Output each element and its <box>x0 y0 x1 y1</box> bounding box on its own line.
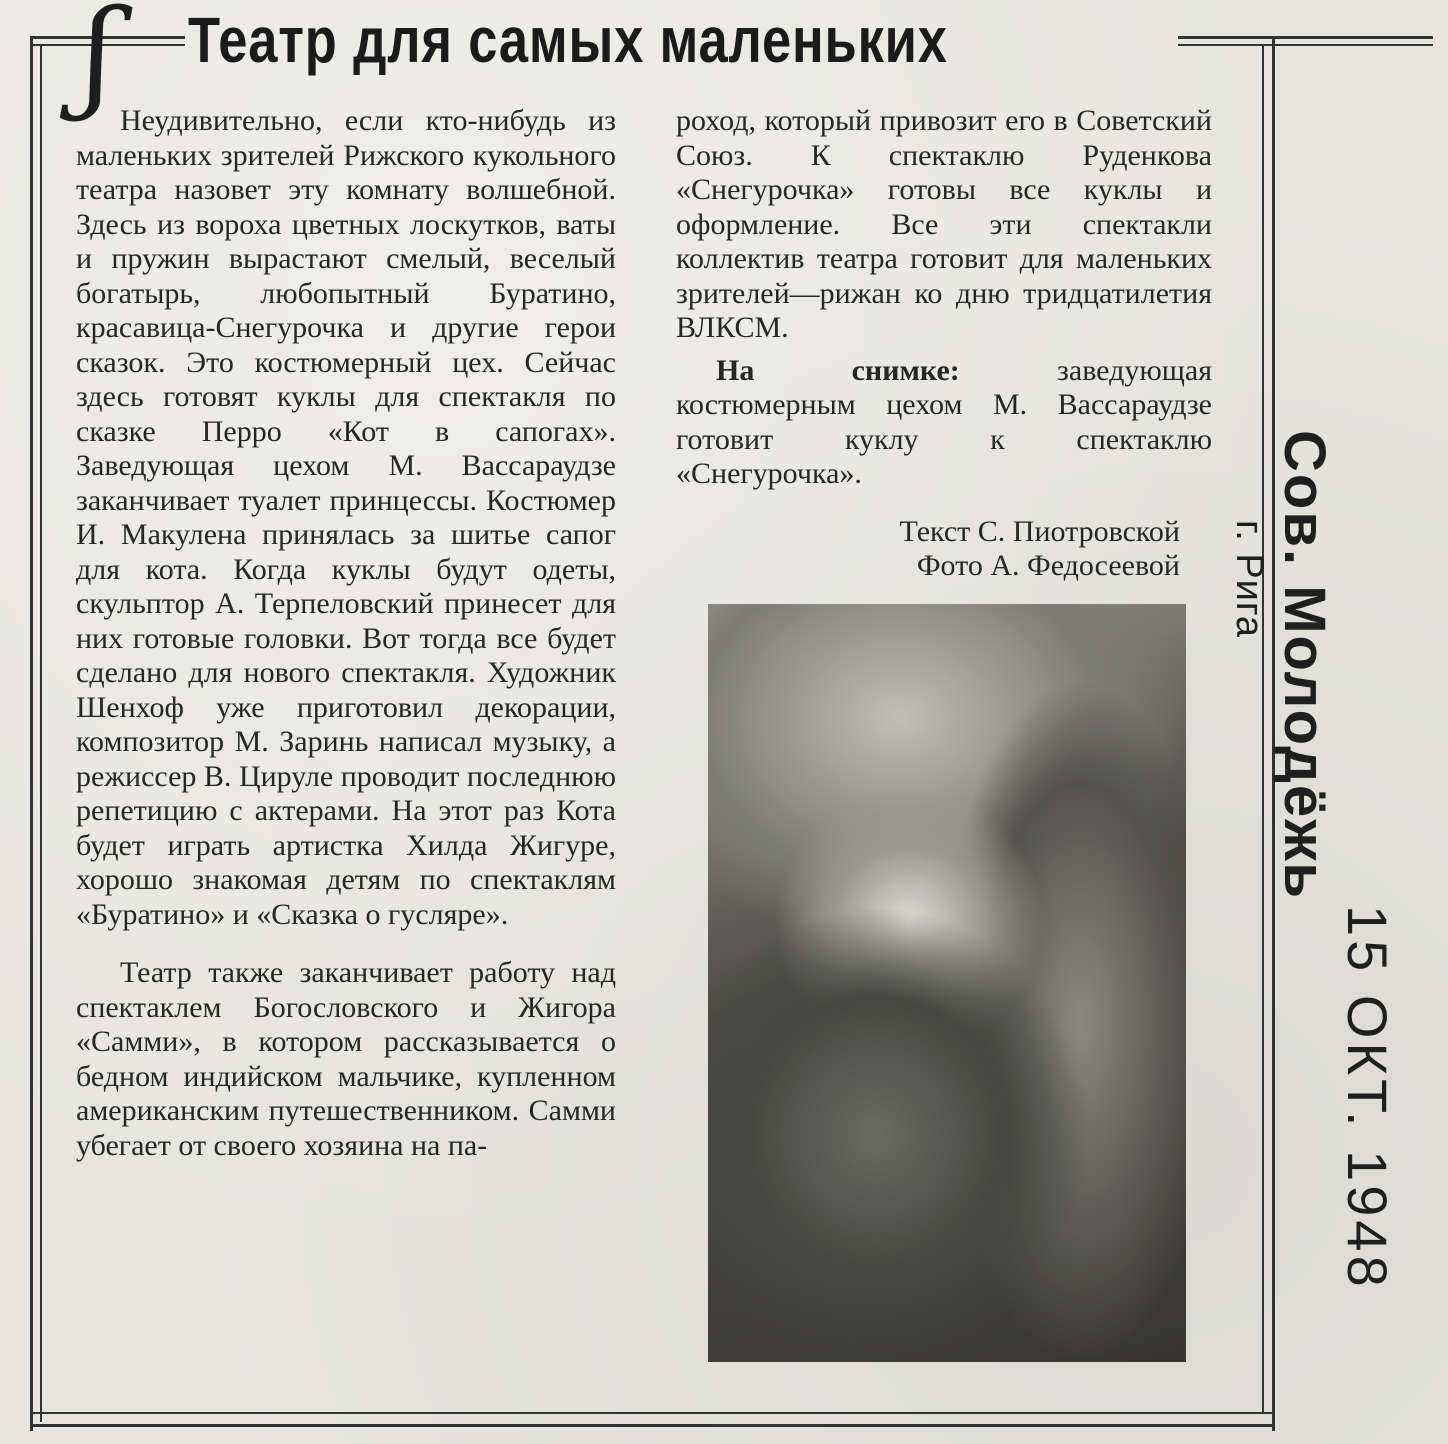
frame-rule-top-right <box>1178 36 1433 39</box>
article-right-column <box>676 104 1212 492</box>
photo-caption-lead: На снимке: <box>716 353 960 387</box>
article-photo <box>708 604 1186 1362</box>
frame-rule-bottom <box>30 1424 1275 1427</box>
frame-rule-right-inner <box>1262 44 1264 1414</box>
article-paragraph-continued: роход, который привозит его в Советский Союз. К спектаклю Руденкова «Снегурочка» готовы все куклы и оформление. Все эти спектакли коллектив театра готовит для маленьких зрителей—рижан ко дню тридцатилетия ВЛКСМ. <box>676 104 1212 344</box>
credit-photo-author: Фото А. Федосеевой <box>916 549 1180 582</box>
article-credits <box>780 515 1180 583</box>
frame-rule-top-right-inner <box>1178 44 1433 46</box>
frame-rule-bottom-inner <box>30 1412 1275 1414</box>
article-headline: Театр для самых маленьких <box>188 4 948 76</box>
article-paragraph-2: Театр также заканчивает работу над спектаклем Богословского и Жигора «Самми», в котором рассказывается о бедном индийском мальчике, купленном американским путешественником. Самми убегает от своего хозяина на па- <box>76 956 616 1162</box>
frame-rule-left <box>30 36 33 1431</box>
photo-caption <box>676 354 1212 492</box>
headline-ornament-icon: ʃ <box>82 0 115 124</box>
credit-text-author: Текст С. Пиотровской <box>899 515 1180 548</box>
photo-caption-text: заведующая костюмерным цехом М. Вассараудзе готовит куклу к спектаклю «Снегурочка». <box>676 353 1212 490</box>
article-left-column <box>76 104 616 1163</box>
stamp-publication: Сов. Молодёжь <box>1272 430 1337 901</box>
stamp-date: 15 ОКТ. 1948 <box>1336 905 1399 1291</box>
article-paragraph-1: Неудивительно, если кто-нибудь из маленьких зрителей Рижского кукольного театра назовет эту комнату волшебной. Здесь из вороха цветных лоскутков, ваты и пружин вырастают смелый, веселый богатырь, любопытный Буратино, красавица-Снегурочка и другие герои сказок. Это костюмерный цех. Сейчас здесь готовят куклы для спектакля по сказке Перро «Кот в сапогах». Заведующая цехом М. Вассараудзе заканчивает туалет принцессы. Костюмер И. Макулена принялась за шитье сапог для кота. Когда куклы будут одеты, скульптор А. Терпеловский принесет для них готовые головки. Вот тогда все будет сделано для нового спектакля. Художник Шенхоф уже приготовил декорации, композитор М. Заринь написал музыку, а режиссер В. Цируле проводит последнюю репетицию с актерами. На этот раз Кота будет играть артистка Хилда Жигуре, хорошо знакомая детям по спектаклям «Буратино» и «Сказка о гусляре». <box>76 104 616 931</box>
stamp-city: г. Рига <box>1228 520 1270 639</box>
frame-rule-left-inner <box>40 44 42 1422</box>
